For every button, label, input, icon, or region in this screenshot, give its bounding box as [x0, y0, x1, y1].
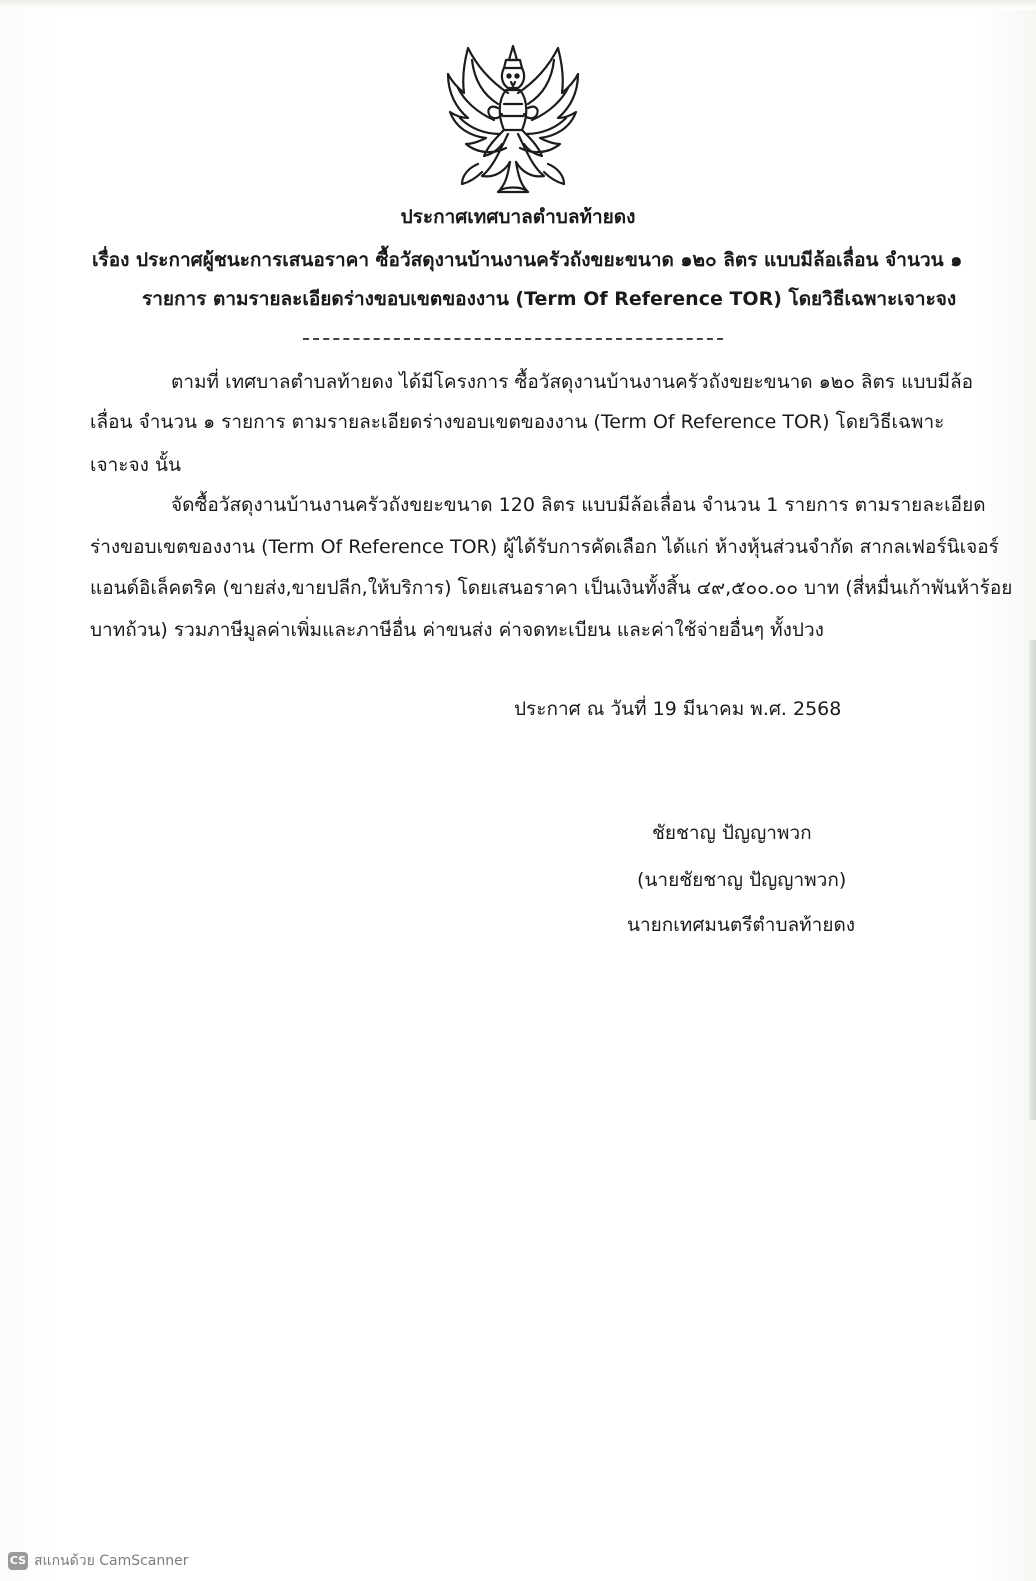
subject-line-1: เรื่อง ประกาศผู้ชนะการเสนอราคา ซื้อวัสดุงานบ้านงานครัวถังขยะขนาด ๑๒๐ ลิตร แบบมีล้อเลื่อน จำนวน ๑ [92, 249, 963, 271]
paragraph-2-line-4: บาทถ้วน) รวมภาษีมูลค่าเพิ่มและภาษีอื่น ค่าขนส่ง ค่าจดทะเบียน และค่าใช้จ่ายอื่นๆ ทั้งปวง [90, 619, 824, 641]
signer-position: นายกเทศมนตรีตำบลท้ายดง [627, 914, 856, 936]
paragraph-2-line-1: จัดซื้อวัสดุงานบ้านงานครัวถังขยะขนาด 120 ลิตร แบบมีล้อเลื่อน จำนวน 1 รายการ ตามรายละเอียด [171, 494, 986, 516]
signature: ชัยชาญ ปัญญาพวก [652, 822, 812, 844]
paragraph-2-line-2: ร่างขอบเขตของงาน (Term Of Reference TOR) ผู้ได้รับการคัดเลือก ได้แก่ ห้างหุ้นส่วนจำกัด สากลเฟอร์นิเจอร์ [90, 536, 999, 558]
announcement-heading: ประกาศเทศบาลตำบลท้ายดง [400, 206, 636, 228]
subject-line-2: รายการ ตามรายละเอียดร่างขอบเขตของงาน (Term Of Reference TOR) โดยวิธีเฉพาะเจาะจง [142, 288, 957, 310]
scan-top-edge [0, 0, 1036, 10]
garuda-emblem-icon [438, 38, 588, 198]
paragraph-1-line-3: เจาะจง นั้น [90, 454, 181, 476]
paragraph-1-line-1: ตามที่ เทศบาลตำบลท้ายดง ได้มีโครงการ ซื้อวัสดุงานบ้านงานครัวถังขยะขนาด ๑๒๐ ลิตร แบบมีล้อ [171, 371, 974, 393]
scanner-footer [8, 1550, 189, 1572]
scanner-footer-text: สแกนด้วย CamScanner [34, 1553, 189, 1569]
scan-right-edge [1029, 640, 1036, 1120]
paragraph-1-line-2: เลื่อน จำนวน ๑ รายการ ตามรายละเอียดร่างขอบเขตของงาน (Term Of Reference TOR) โดยวิธีเฉพาะ [90, 411, 945, 433]
camscanner-logo-icon: CS [8, 1552, 28, 1570]
announcement-date: ประกาศ ณ วันที่ 19 มีนาคม พ.ศ. 2568 [514, 698, 842, 720]
separator-line [303, 338, 723, 340]
signer-full-name: (นายชัยชาญ ปัญญาพวก) [637, 869, 847, 891]
paragraph-2-line-3: แอนด์อิเล็คตริค (ขายส่ง,ขายปลีก,ให้บริการ) โดยเสนอราคา เป็นเงินทั้งสิ้น ๔๙,๕๐๐.๐๐ บาท (สี่หมื่นเก้าพันห้าร้อย [90, 577, 1013, 599]
